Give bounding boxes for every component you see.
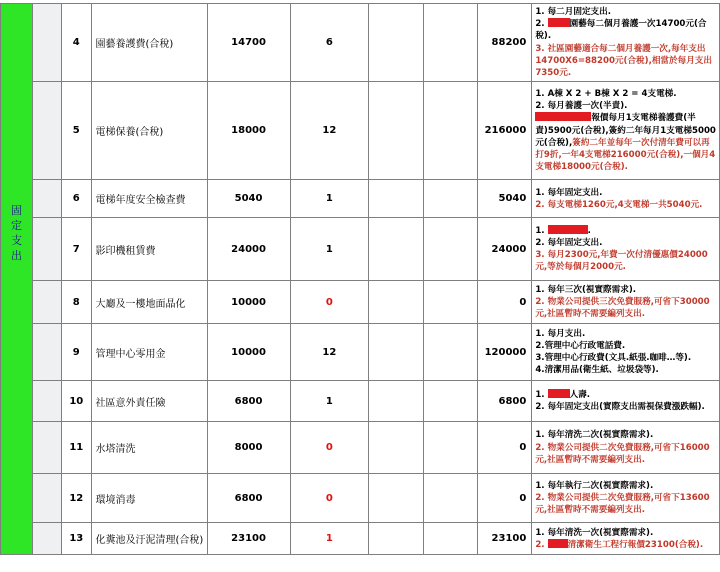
table-row	[1, 82, 720, 180]
table-row	[1, 4, 720, 82]
remark-text: 1. 每月支出.	[535, 328, 586, 339]
spacer-cell	[32, 381, 61, 422]
remark-line	[535, 43, 716, 80]
remark-line	[535, 389, 716, 401]
table-row	[1, 523, 720, 555]
remark-line	[535, 340, 716, 352]
frequency-count: 1	[290, 523, 368, 555]
remark-line	[535, 199, 716, 211]
redaction-mark	[548, 18, 570, 27]
remark-text: 3. 每月2300元,年費一次付清優惠價24000元,等於每個月2000元.	[535, 250, 708, 273]
remark-text: 1.	[535, 225, 548, 236]
remark-text: 2. 物業公司提供三次免費服務,可省下30000元,社區暫時不需要編列支出.	[535, 297, 710, 320]
empty-cell	[369, 474, 423, 523]
remark-line	[535, 112, 716, 173]
frequency-count: 0	[290, 474, 368, 523]
annual-total: 216000	[478, 82, 532, 180]
empty-cell	[423, 218, 477, 281]
spacer-cell	[32, 474, 61, 523]
table-row	[1, 381, 720, 422]
remark-line	[535, 237, 716, 249]
remark-line	[535, 442, 716, 466]
remark-text: 1. 每年執行二次(視實際需求).	[535, 480, 654, 491]
remark-line	[535, 225, 716, 237]
remark-line	[535, 364, 716, 376]
empty-cell	[369, 422, 423, 474]
remark-cell	[532, 82, 720, 180]
remark-cell	[532, 281, 720, 324]
remark-text: 2. 每支電梯1260元,4支電梯一共5040元.	[535, 199, 703, 210]
empty-cell	[423, 180, 477, 218]
remark-cell	[532, 523, 720, 555]
remark-text: 2. 每年固定支出.	[535, 238, 603, 249]
redaction-mark	[548, 539, 568, 548]
group-label-char: 固	[10, 204, 22, 218]
remark-line	[535, 429, 716, 441]
item-name: 社區意外責任險	[91, 381, 207, 422]
frequency-count: 6	[290, 4, 368, 82]
remark-line	[535, 18, 716, 42]
frequency-count: 12	[290, 82, 368, 180]
remark-cell	[532, 218, 720, 281]
annual-total: 6800	[478, 381, 532, 422]
spacer-cell	[32, 82, 61, 180]
spacer-cell	[32, 281, 61, 324]
remark-text: 2. 物業公司提供二次免費服務,可省下13600元,社區暫時不需要編列支出.	[535, 493, 710, 516]
remark-text: 1. 每年固定支出.	[535, 187, 603, 198]
unit-amount: 5040	[207, 180, 290, 218]
empty-cell	[369, 324, 423, 381]
redaction-mark	[548, 225, 588, 234]
empty-cell	[369, 281, 423, 324]
item-name: 化糞池及汙泥清理(合稅)	[91, 523, 207, 555]
remark-text: 簽約二年並每年一次付清年費可以再打9折,一年4支電梯216000元(合稅),一個月4支電梯18000元(合稅).	[535, 137, 716, 173]
remark-line	[535, 6, 716, 18]
spacer-cell	[32, 218, 61, 281]
remark-cell	[532, 474, 720, 523]
item-number: 11	[62, 422, 91, 474]
remark-text: 1.	[535, 390, 548, 401]
remark-text: 1. 每二月固定支出.	[535, 7, 611, 17]
item-number: 9	[62, 324, 91, 381]
remark-text: 人壽.	[569, 390, 591, 401]
remark-text: 園藝每二個月養護一次14700元(合稅).	[535, 19, 707, 42]
item-number: 13	[62, 523, 91, 555]
item-name: 電梯年度安全檢查費	[91, 180, 207, 218]
annual-total: 0	[478, 422, 532, 474]
table-row	[1, 474, 720, 523]
unit-amount: 6800	[207, 381, 290, 422]
annual-total: 88200	[478, 4, 532, 82]
annual-total: 0	[478, 474, 532, 523]
item-name: 環境消毒	[91, 474, 207, 523]
remark-text: 1. A棟 X 2 + B棟 X 2 = 4支電梯.	[535, 89, 677, 99]
item-number: 12	[62, 474, 91, 523]
item-number: 7	[62, 218, 91, 281]
empty-cell	[423, 523, 477, 555]
empty-cell	[423, 324, 477, 381]
item-number: 8	[62, 281, 91, 324]
remark-line	[535, 284, 716, 296]
empty-cell	[369, 523, 423, 555]
unit-amount: 6800	[207, 474, 290, 523]
item-name: 電梯保養(合稅)	[91, 82, 207, 180]
empty-cell	[423, 281, 477, 324]
empty-cell	[369, 218, 423, 281]
remark-line	[535, 100, 716, 112]
item-number: 5	[62, 82, 91, 180]
item-number: 10	[62, 381, 91, 422]
empty-cell	[369, 82, 423, 180]
frequency-count: 1	[290, 381, 368, 422]
remark-text: 2.管理中心行政電話費.	[535, 341, 626, 352]
annual-total: 24000	[478, 218, 532, 281]
unit-amount: 8000	[207, 422, 290, 474]
remark-line	[535, 527, 716, 539]
annual-total: 5040	[478, 180, 532, 218]
remark-text: 1. 每年三次(視實際需求).	[535, 284, 637, 295]
table-row	[1, 218, 720, 281]
empty-cell	[423, 422, 477, 474]
unit-amount: 10000	[207, 324, 290, 381]
table-row	[1, 422, 720, 474]
unit-amount: 14700	[207, 4, 290, 82]
remark-line	[535, 352, 716, 364]
group-label-char: 支	[10, 234, 22, 248]
remark-text: 1. 每年清洗一次(視實際需求).	[535, 527, 654, 538]
empty-cell	[369, 4, 423, 82]
frequency-count: 1	[290, 218, 368, 281]
annual-total: 0	[478, 281, 532, 324]
remark-line	[535, 187, 716, 199]
empty-cell	[369, 381, 423, 422]
fixed-expense-table	[0, 3, 720, 555]
frequency-count: 0	[290, 281, 368, 324]
unit-amount: 10000	[207, 281, 290, 324]
remark-text: 4.清潔用品(衛生紙、垃圾袋等).	[535, 365, 659, 376]
frequency-count: 0	[290, 422, 368, 474]
empty-cell	[423, 381, 477, 422]
annual-total: 23100	[478, 523, 532, 555]
redaction-mark	[535, 112, 591, 121]
item-name: 園藝養護費(合稅)	[91, 4, 207, 82]
table-row	[1, 180, 720, 218]
remark-text: .	[587, 225, 591, 236]
remark-text: 3. 社區園藝適合每二個月養護一次,每年支出14700X6=88200元(合稅),相當於每月支出7350元.	[535, 43, 712, 79]
remark-line	[535, 249, 716, 273]
remark-text: 2. 每年固定支出(實際支出需視保費漲跌幅).	[535, 402, 705, 413]
unit-amount: 23100	[207, 523, 290, 555]
item-number: 6	[62, 180, 91, 218]
remark-line	[535, 328, 716, 340]
remark-line	[535, 480, 716, 492]
item-name: 影印機租賃費	[91, 218, 207, 281]
remark-text: 2.	[535, 539, 548, 550]
spacer-cell	[32, 4, 61, 82]
remark-text: 2.	[535, 19, 548, 30]
empty-cell	[423, 82, 477, 180]
remark-cell	[532, 422, 720, 474]
spacer-cell	[32, 523, 61, 555]
item-name: 管理中心零用金	[91, 324, 207, 381]
remark-cell	[532, 381, 720, 422]
remark-line	[535, 401, 716, 413]
empty-cell	[369, 180, 423, 218]
table-row	[1, 281, 720, 324]
frequency-count: 12	[290, 324, 368, 381]
group-label-char: 定	[10, 219, 22, 233]
spacer-cell	[32, 324, 61, 381]
remark-text: 報價每月1支電梯養護費(半責)5900元(合稅),簽約二年每月1支電梯5000元(合稅),	[535, 113, 716, 148]
item-number: 4	[62, 4, 91, 82]
remark-cell	[532, 4, 720, 82]
empty-cell	[423, 474, 477, 523]
remark-text: 1. 每年清洗二次(視實際需求).	[535, 430, 654, 441]
spacer-cell	[32, 180, 61, 218]
remark-line	[535, 539, 716, 551]
redaction-mark	[548, 389, 570, 398]
empty-cell	[423, 4, 477, 82]
spacer-cell	[32, 422, 61, 474]
item-name: 水塔清洗	[91, 422, 207, 474]
remark-cell	[532, 180, 720, 218]
remark-line	[535, 88, 716, 100]
frequency-count: 1	[290, 180, 368, 218]
table-row	[1, 324, 720, 381]
annual-total: 120000	[478, 324, 532, 381]
group-label-cell	[1, 4, 33, 555]
remark-cell	[532, 324, 720, 381]
unit-amount: 24000	[207, 218, 290, 281]
item-name: 大廳及一樓地面晶化	[91, 281, 207, 324]
remark-text: 2. 物業公司提供二次免費服務,可省下16000元,社區暫時不需要編列支出.	[535, 442, 710, 465]
remark-text: 2. 每月養護一次(半責).	[535, 101, 628, 112]
remark-text: 3.管理中心行政費(文具.紙張.咖啡…等).	[535, 353, 692, 364]
remark-line	[535, 296, 716, 320]
group-label-char: 出	[10, 249, 22, 263]
unit-amount: 18000	[207, 82, 290, 180]
remark-line	[535, 492, 716, 516]
remark-text: 清潔衛生工程行報價23100(合稅).	[567, 539, 704, 550]
